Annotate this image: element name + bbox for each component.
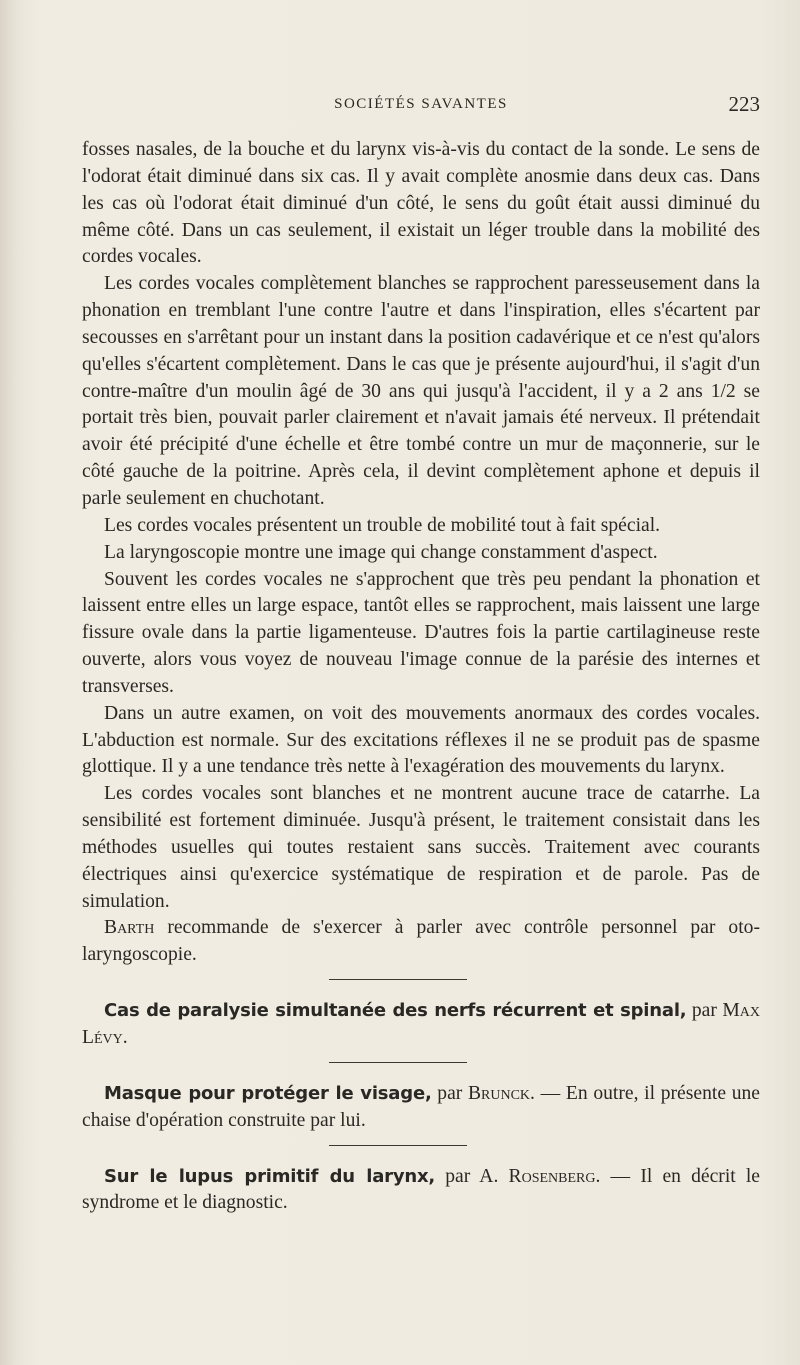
author-name: Barth: [104, 917, 155, 939]
paragraph-7: Les cordes vocales sont blanches et ne montrent aucune trace de catarrhe. La sensibilité est fortement diminuée. Jusqu'à présent, le traitement consistait dans les méthodes usuelles qui toutes restaient sans succès. Traitement avec courants électriques ainsi qu'exercice systématique de respiration et de parole. Pas de simulation.: [82, 783, 760, 912]
article-author: Brunck: [467, 1082, 531, 1104]
article-by: par A.: [435, 1165, 509, 1187]
article-by: par: [431, 1082, 468, 1104]
paragraph-6: Dans un autre examen, on voit des mouvements anormaux des cordes vocales. L'abduction est normale. Sur des excitations réflexes il ne se produit pas de spasme glottique. Il y a une tendance très nette à l'exagération des mouvements du larynx.: [82, 702, 760, 778]
section-divider: [329, 1062, 467, 1063]
article-title: Cas de paralysie simultanée des nerfs récurrent et spinal,: [104, 1000, 687, 1022]
paragraph-3: Les cordes vocales présentent un trouble de mobilité tout à fait spécial.: [104, 514, 661, 536]
paragraph-4: La laryngoscopie montre une image qui change constamment d'aspect.: [104, 541, 658, 563]
section-divider: [329, 1145, 467, 1146]
article-rest: . — Il en décrit le syndrome et le diagnostic.: [82, 1165, 761, 1214]
article-entry: [82, 1081, 760, 1135]
article-by: par: [686, 1000, 723, 1022]
page-body: [82, 137, 760, 1217]
article-author: Rosenberg: [508, 1165, 596, 1187]
running-head: SOCIÉTÉS SAVANTES: [334, 96, 508, 112]
article-rest: .: [122, 1027, 128, 1048]
article-entry: [82, 1164, 760, 1218]
article-rest: . — En outre, il présente une chaise d'opération construite par lui.: [82, 1082, 760, 1131]
paragraph-8-text: recommande de s'exercer à parler avec contrôle personnel par oto-laryngoscopie.: [82, 917, 760, 966]
article-author: Max Lévy: [82, 1000, 760, 1048]
article-entry: [82, 998, 760, 1052]
paragraph-2: Les cordes vocales complètement blanches se rapprochent paresseusement dans la phonation en tremblant l'une contre l'autre et dans l'inspiration, elles s'écartent par secousses en s'arrêtant pour un instant dans la position cadavérique et ce n'est qu'alors qu'elles s'écartent complètement. Dans le cas que je présente aujourd'hui, il s'agit d'un contre-maître d'un moulin âgé de 30 ans qui jusqu'à l'accident, il y a 2 ans 1/2 se portait très bien, pouvait parler clairement et n'avait jamais été nerveux. Il prétendait avoir été précipité d'une échelle et être tombé contre un mur de maçonnerie, sur le côté gauche de la poitrine. Après cela, il devint complètement aphone et depuis il parle seulement en chuchotant.: [82, 273, 760, 509]
article-title: Sur le lupus primitif du larynx,: [104, 1165, 436, 1187]
paragraph-8: [82, 915, 760, 969]
paragraph-5: Souvent les cordes vocales ne s'approchent que très peu pendant la phonation et laissent entre elles un large espace, tantôt elles se rapprochent, mais laissent une large fissure ovale dans la partie ligamenteuse. D'autres fois la partie cartilagineuse reste ouverte, alors vous voyez de nouveau l'image connue de la parésie des internes et transverses.: [82, 568, 760, 697]
page-header: [82, 92, 760, 122]
section-divider: [329, 979, 467, 980]
paragraph-1: fosses nasales, de la bouche et du larynx vis-à-vis du contact de la sonde. Le sens de l'odorat était diminué dans six cas. Il y avait complète anosmie dans deux cas. Dans les cas où l'odorat était diminué d'un côté, le sens du goût était aussi diminué du même côté. Dans un cas seulement, il existait un léger trouble dans la mobilité des cordes vocales.: [82, 139, 760, 268]
page-number: 223: [728, 92, 760, 116]
article-title: Masque pour protéger le visage,: [104, 1082, 432, 1104]
